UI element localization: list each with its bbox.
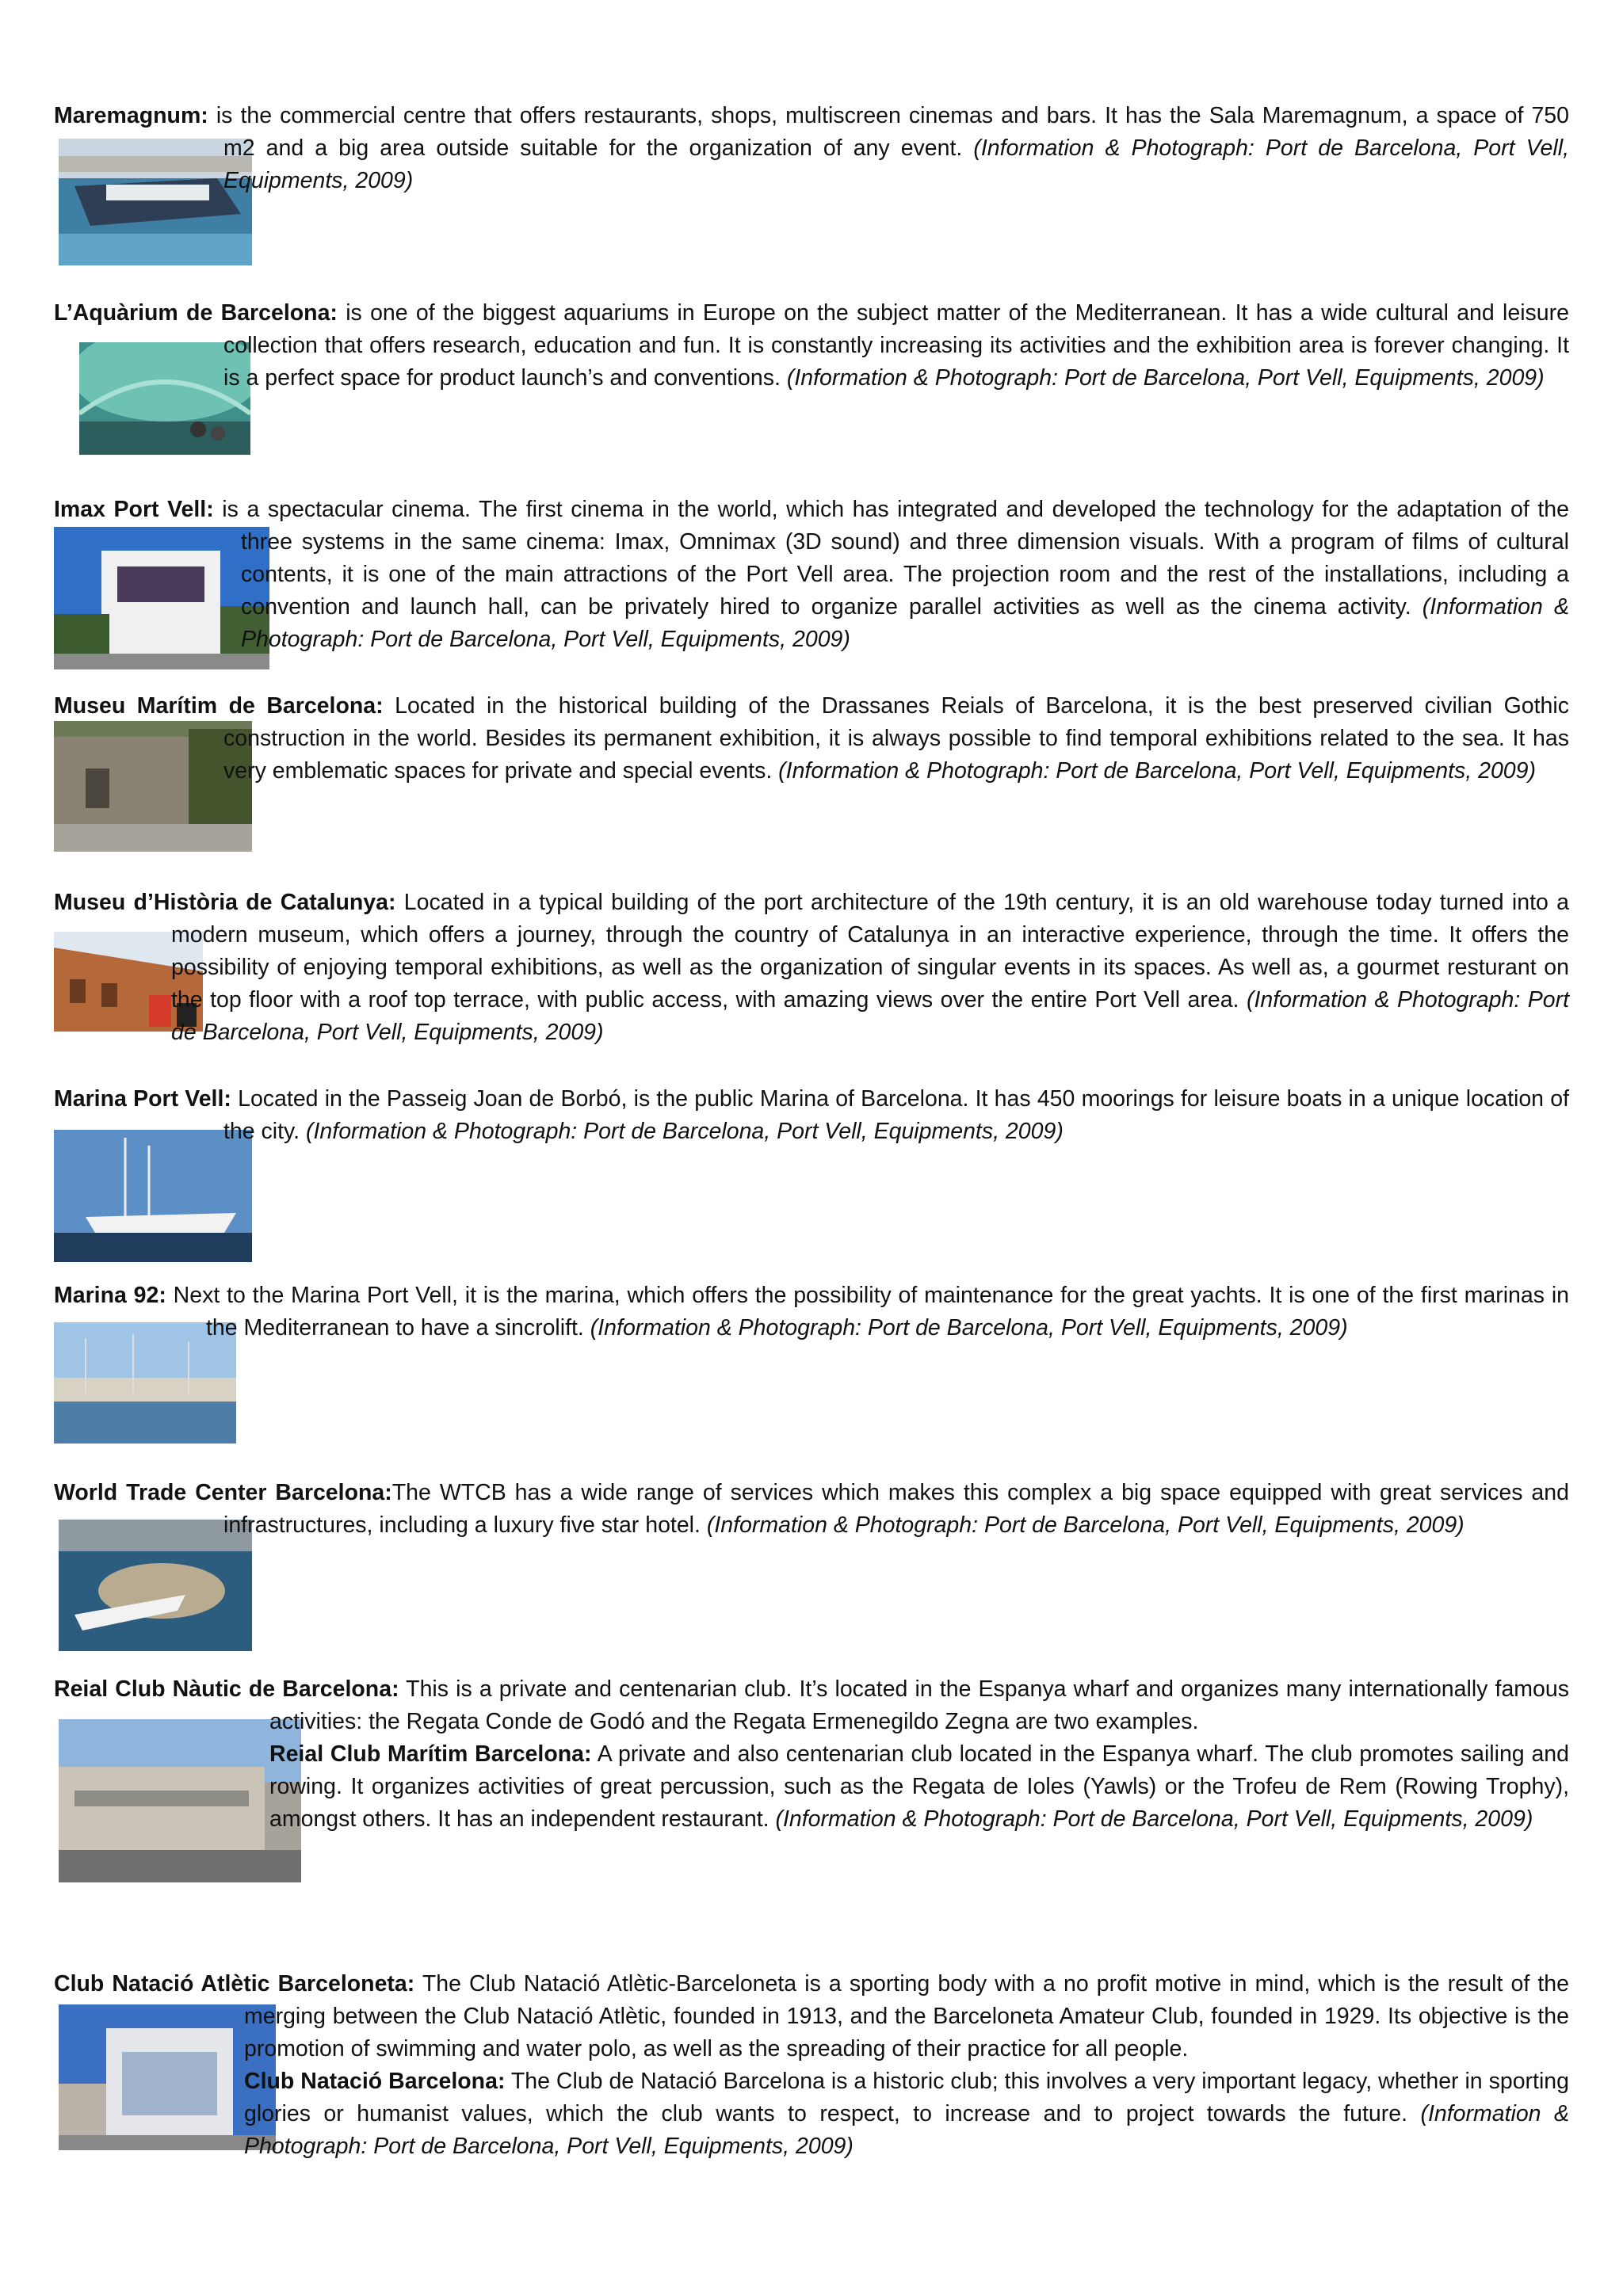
wrap-spacer bbox=[54, 1542, 223, 1621]
entry-title: Imax Port Vell: bbox=[54, 497, 214, 522]
entry-club-natacio bbox=[54, 1968, 1569, 2263]
entry-title: Museu Marítim de Barcelona: bbox=[54, 693, 384, 719]
entry-citation: (Information & Photograph: Port de Barcelona, Port Vell, Equipments, 2009) bbox=[778, 758, 1536, 784]
entry-title: Marina 92: bbox=[54, 1283, 166, 1308]
entry-title: Reial Club Nàutic de Barcelona: bbox=[54, 1676, 399, 1702]
entry-text: The Club Natació Atlètic-Barceloneta is a sporting body with a no profit motive in mind, which is the result of the merging between the Club Natació Atlètic, founded in 1913, and the Barceloneta Amateur Club, founded in 1929. Its objective is the promotion of swimming and water polo, as well as the spreading of their practice for all people. bbox=[244, 1971, 1569, 2061]
entry-wtc bbox=[54, 1477, 1569, 1621]
entry-citation: (Information & Photograph: Port de Barcelona, Port Vell, Equipments, 2009) bbox=[241, 594, 1569, 652]
entry-text: The WTCB has a wide range of services which makes this complex a big space equipped with great services and infrastructures, including a luxury five star hotel. bbox=[223, 1480, 1569, 1538]
entry-aquarium bbox=[54, 297, 1569, 521]
entry-text: is one of the biggest aquariums in Europe on the subject matter of the Mediterranean. It has a wide cultural and leisure collection that offers research, education and fun. It is constantly increasing its activities and the exhibition area is forever changing. It is a perfect space for product launch’s and conventions. bbox=[223, 300, 1570, 391]
entry-sub-title: Reial Club Marítim Barcelona: bbox=[269, 1741, 592, 1767]
entry-text: Located in a typical building of the port architecture of the 19th century, it is an old warehouse today turned into a modern museum, which offers a journey, through the country of Catalunya in an interactive experience, through the time. It offers the possibility of enjoying temporal exhibitions, as well as the organization of singular events in its spaces. As well as, a gourmet resturant on the top floor with a roof top terrace, with public access, with amazing views over the entire Port Vell area. bbox=[171, 890, 1569, 1013]
entry-citation: (Information & Photograph: Port de Barcelona, Port Vell, Equipments, 2009) bbox=[590, 1315, 1348, 1341]
entry-title: L’Aquàrium de Barcelona: bbox=[54, 300, 338, 326]
entry-citation: (Information & Photograph: Port de Barcelona, Port Vell, Equipments, 2009) bbox=[171, 987, 1569, 1045]
entry-sub-text: A private and also centenarian club located in the Espanya wharf. The club promotes sailing and rowing. It organizes activities of great percussion, such as the Regata de Ioles (Yawls) or the Trofeu de Rem (Rowing Trophy), amongst others. It has an independent restaurant. bbox=[269, 1741, 1570, 1832]
entry-text: is a spectacular cinema. The first cinema in the world, which has integrated and developed the technology for the adaptation of the three systems in the same cinema: Imax, Omnimax (3D sound) and three dimension visuals. With a program of films of cultural contents, it is one of the main attractions of the Port Vell area. The projection room and the rest of the installations, including a convention and launch hall, can be privately hired to organize parallel activities as well as the cinema activity. bbox=[213, 497, 1569, 620]
wrap-spacer bbox=[54, 2033, 244, 2263]
entry-title: World Trade Center Barcelona: bbox=[54, 1480, 392, 1505]
entry-sub-text: The Club de Natació Barcelona is a historic club; this involves a very important legacy, whether in sporting glories or humanist values, which the club wants to respect, to increase and to project towards the future. bbox=[244, 2069, 1569, 2126]
entry-title: Museu d’Història de Catalunya: bbox=[54, 890, 396, 915]
entry-text: This is a private and centenarian club. It’s located in the Espanya wharf and organizes many internationally famous activities: the Regata Conde de Godó and the Regata Ermenegildo Zegna are two examples. bbox=[269, 1676, 1569, 1734]
entry-reial-club-nautic bbox=[54, 1673, 1569, 2000]
entry-citation: (Information & Photograph: Port de Barcelona, Port Vell, Equipments, 2009) bbox=[244, 2101, 1569, 2159]
wrap-spacer bbox=[54, 1738, 269, 2000]
entry-marina-92 bbox=[54, 1280, 1569, 1408]
wrap-spacer bbox=[54, 1344, 206, 1408]
entry-museu-historia bbox=[54, 887, 1569, 1102]
entry-text: Located in the historical building of the Drassanes Reials of Barcelona, it is the best preserved civilian Gothic construction in the world. Besides its permanent exhibition, it is always possible to find temporal exhibitions related to the sea. It has very emblematic spaces for private and special events. bbox=[223, 693, 1569, 784]
entry-citation: (Information & Photograph: Port de Barcelona, Port Vell, Equipments, 2009) bbox=[786, 365, 1545, 391]
entry-title: Club Natació Atlètic Barceloneta: bbox=[54, 1971, 415, 1997]
entry-title: Maremagnum: bbox=[54, 103, 208, 128]
wrap-spacer bbox=[54, 1148, 223, 1196]
entry-text: Located in the Passeig Joan de Borbó, is the public Marina of Barcelona. It has 450 moorings for leisure boats in a unique location of the city. bbox=[223, 1086, 1569, 1144]
entry-citation: (Information & Photograph: Port de Barcelona, Port Vell, Equipments, 2009) bbox=[775, 1806, 1533, 1832]
entry-citation: (Information & Photograph: Port de Barcelona, Port Vell, Equipments, 2009) bbox=[223, 135, 1569, 193]
entry-citation: (Information & Photograph: Port de Barcelona, Port Vell, Equipments, 2009) bbox=[706, 1512, 1465, 1538]
entry-text: Next to the Marina Port Vell, it is the marina, which offers the possibility of maintenance for the great yachts. It is one of the first marinas in the Mediterranean to have a sincrolift. bbox=[166, 1283, 1569, 1341]
entry-title: Marina Port Vell: bbox=[54, 1086, 231, 1112]
entry-citation: (Information & Photograph: Port de Barcelona, Port Vell, Equipments, 2009) bbox=[306, 1119, 1064, 1144]
entry-sub-title: Club Natació Barcelona: bbox=[244, 2069, 506, 2094]
entry-marina-port-vell bbox=[54, 1083, 1569, 1196]
entry-text: is the commercial centre that offers restaurants, shops, multiscreen cinemas and bars. It has the Sala Maremagnum, a space of 750 m2 and a big area outside suitable for the organization of any event. bbox=[208, 103, 1569, 161]
wrap-spacer bbox=[54, 952, 171, 1102]
